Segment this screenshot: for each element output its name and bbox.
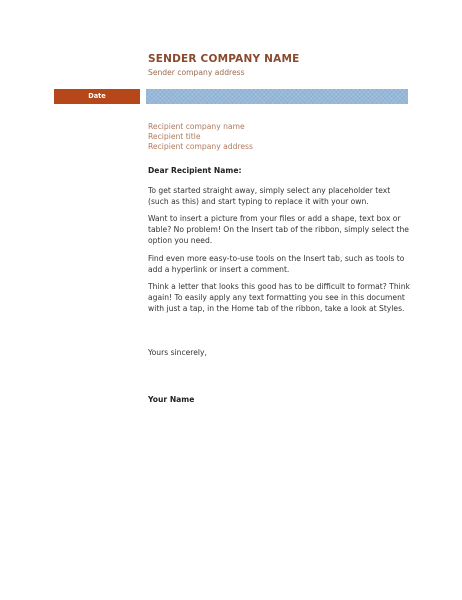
closing[interactable]: Yours sincerely, — [148, 348, 207, 357]
recipient-company-name[interactable]: Recipient company name — [148, 122, 245, 131]
salutation[interactable]: Dear Recipient Name: — [148, 166, 242, 175]
body-paragraph-3[interactable]: Find even more easy-to-use tools on the Insert tab, such as tools to add a hyperlink or insert a comment. — [148, 254, 405, 274]
signer-name[interactable]: Your Name — [148, 395, 195, 404]
date-field[interactable]: Date — [88, 92, 106, 100]
header-band-bar — [146, 89, 408, 104]
body-paragraph-4[interactable]: Think a letter that looks this good has to be difficult to format? Think again! To easily apply any text formatting you see in this document with just a tap, in the Home tab of the ribbon, take a look at Styles. — [148, 282, 410, 313]
recipient-company-address[interactable]: Recipient company address — [148, 142, 253, 151]
recipient-title[interactable]: Recipient title — [148, 132, 201, 141]
body-paragraph-1[interactable]: To get started straight away, simply select any placeholder text (such as this) and start typing to replace it with your own. — [148, 186, 391, 206]
sender-company-address[interactable]: Sender company address — [148, 68, 245, 77]
body-paragraph-2[interactable]: Want to insert a picture from your files or add a shape, text box or table? No problem! On the Insert tab of the ribbon, simply select the option you need. — [148, 214, 409, 245]
sender-company-name[interactable]: SENDER COMPANY NAME — [148, 53, 300, 65]
